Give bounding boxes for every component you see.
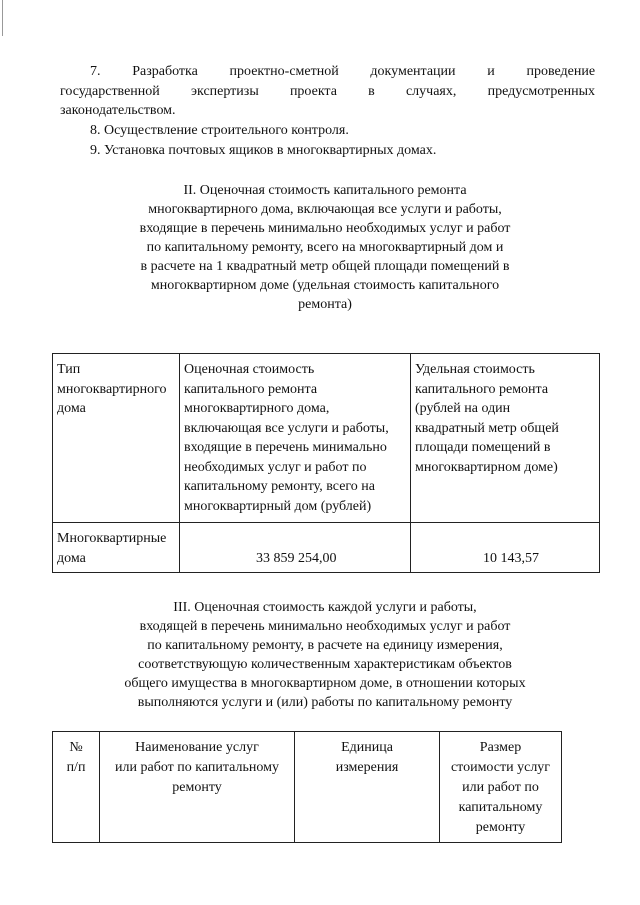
text-fragment: в: [368, 84, 375, 99]
cell-line: многоквартирный дом (рублей): [184, 498, 372, 514]
heading-line: соответствующую количественным характеристикам объектов: [138, 657, 512, 672]
cell-line: Удельная стоимость: [415, 362, 535, 377]
cell-line: дома: [57, 550, 86, 566]
cell-line: капитального ремонта: [184, 381, 318, 397]
cell-line: (рублей на один: [415, 401, 511, 416]
cell-line: п/п: [66, 760, 86, 775]
cell-line: измерения: [335, 760, 399, 775]
header-cell-number: [53, 732, 100, 843]
cell-line: входящие в перечень минимально: [184, 440, 387, 455]
cell-line: площади помещений в: [415, 440, 551, 455]
text-fragment: предусмотренных: [487, 84, 596, 99]
text-fragment: 7. Разработка: [90, 64, 198, 79]
text-fragment: экспертизы: [190, 84, 259, 99]
heading-line: ремонта): [298, 297, 352, 312]
cell-line: включающая все услуги и работы,: [184, 420, 389, 436]
heading-line: II. Оценочная стоимость капитального ремонта: [183, 183, 467, 198]
heading-line: общего имущества в многоквартирном доме, в отношении которых: [124, 676, 526, 691]
header-cell-service-name: [100, 732, 295, 843]
heading-line: III. Оценочная стоимость каждой услуги и работы,: [173, 600, 477, 615]
cell-line: многоквартирном доме): [415, 459, 558, 475]
list-item-8: 8. Осуществление строительного контроля.: [90, 123, 349, 138]
cell-line: Единица: [341, 740, 393, 755]
cell-line: Наименование услуг: [135, 740, 259, 755]
service-cost-table: [52, 731, 562, 843]
header-cell-total-cost: [180, 354, 411, 523]
heading-line: многоквартирного дома, включающая все услуги и работы,: [148, 202, 502, 217]
cell-line: или работ по капитальному: [115, 760, 279, 775]
text-fragment: проекта: [289, 84, 337, 99]
heading-line: входящей в перечень минимально необходимых услуг и работ: [139, 619, 511, 634]
heading-line: входящие в перечень минимально необходимых услуг и работ: [139, 221, 511, 236]
list-item-7-line3: законодательством.: [60, 103, 176, 118]
cell-line: Оценочная стоимость: [184, 362, 315, 377]
cell-line: многоквартирного: [57, 381, 167, 397]
header-cell-unit: [295, 732, 440, 843]
cell-line: Многоквартирные: [57, 531, 167, 546]
cell-line: многоквартирного дома,: [184, 401, 330, 416]
cell-line: Размер: [479, 740, 522, 755]
section-2-heading: [90, 181, 560, 314]
row-cell-total-cost: 33 859 254,00: [180, 523, 411, 573]
cell-line: капитальному ремонту, всего на: [184, 479, 376, 494]
row-cell-type: [53, 523, 180, 573]
cost-summary-table: [52, 353, 600, 573]
cell-line: стоимости услуг: [450, 760, 551, 775]
header-cell-cost-size: [440, 732, 562, 843]
text-fragment: документации: [370, 64, 456, 79]
section-3-heading: [80, 598, 570, 712]
list-item-9: 9. Установка почтовых ящиков в многоквартирных домах.: [90, 143, 437, 158]
text-fragment: государственной: [60, 84, 160, 99]
heading-line: выполняются услуги и (или) работы по капитальному ремонту: [137, 695, 513, 710]
cell-line: №: [69, 740, 83, 755]
list-item-7-line2: [60, 82, 595, 101]
cell-line: или работ по: [462, 780, 539, 795]
text-fragment: случаях,: [405, 84, 457, 99]
table-row: [53, 523, 600, 573]
heading-line: по капитальному ремонту, в расчете на единицу измерения,: [147, 638, 503, 653]
text-fragment: проведение: [526, 64, 596, 79]
cell-line: квадратный метр общей: [415, 420, 559, 436]
heading-line: в расчете на 1 квадратный метр общей площади помещений в: [140, 259, 510, 274]
heading-line: многоквартирном доме (удельная стоимость капитального: [150, 278, 500, 293]
cell-line: Тип: [57, 362, 81, 377]
table-header-row: [53, 732, 562, 843]
cell-line: ремонту: [475, 820, 526, 835]
cell-line: дома: [57, 401, 86, 416]
cell-line: капитального ремонта: [415, 381, 549, 397]
cell-line: ремонту: [172, 780, 222, 795]
list-item-7-line1: [90, 62, 595, 81]
cell-line: капитальному: [458, 800, 543, 815]
heading-line: по капитальному ремонту, всего на многоквартирный дом и: [146, 240, 504, 255]
row-cell-unit-cost: 10 143,57: [411, 523, 600, 573]
text-fragment: проектно-сметной: [229, 64, 339, 79]
header-cell-unit-cost: [411, 354, 600, 523]
cell-line: необходимых услуг и работ по: [184, 459, 367, 475]
text-fragment: и: [487, 64, 495, 79]
header-cell-type: [53, 354, 180, 523]
table-header-row: [53, 354, 600, 523]
scan-edge-line: [2, 0, 3, 36]
